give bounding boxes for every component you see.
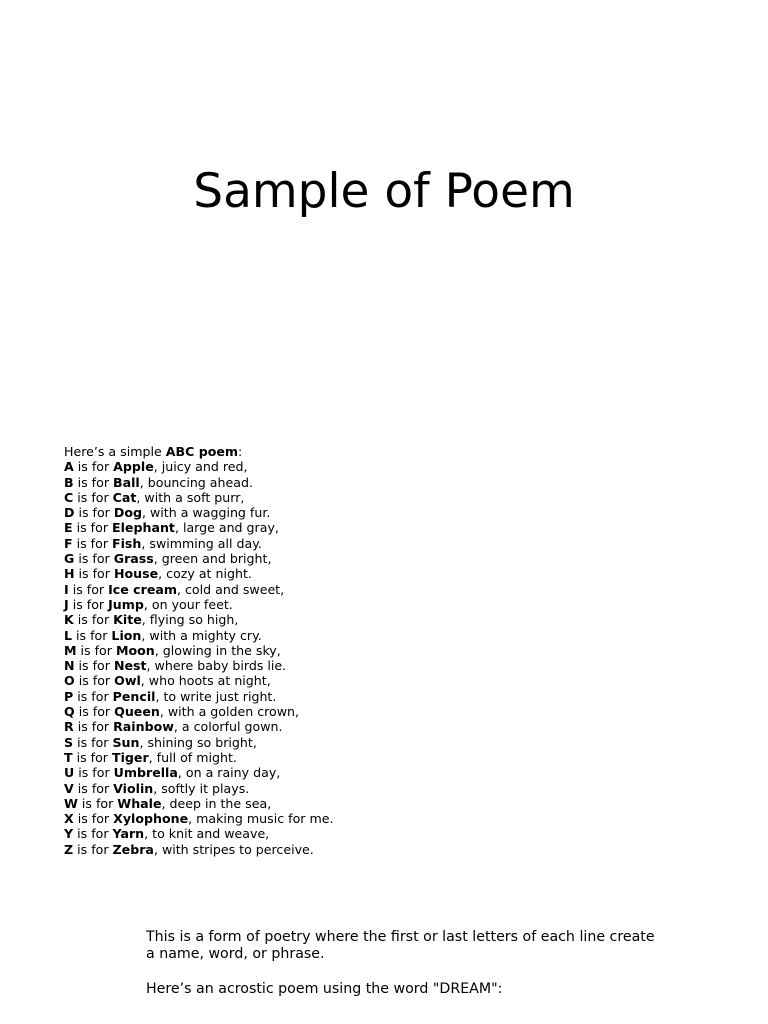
poem-line-is-for: is for bbox=[74, 704, 115, 720]
poem-line-is-for: is for bbox=[72, 627, 112, 643]
poem-line-word: Moon bbox=[115, 642, 155, 658]
poem-line-is-for: is for bbox=[73, 489, 113, 505]
poem-line-is-for: is for bbox=[72, 520, 112, 536]
poem-line-letter: F bbox=[64, 535, 73, 551]
poem-line-is-for: is for bbox=[68, 596, 109, 612]
poem-line-rest: , swimming all day. bbox=[141, 535, 262, 551]
poem-line-rest: , a colorful gown. bbox=[173, 719, 283, 735]
poem-line-is-for: is for bbox=[74, 658, 114, 674]
poem-line-word: Elephant bbox=[112, 520, 175, 536]
poem-line-is-for: is for bbox=[74, 566, 114, 582]
poem-line-letter: D bbox=[64, 505, 75, 521]
poem-line bbox=[64, 673, 333, 688]
poem-line bbox=[64, 612, 333, 627]
poem-line-word: Queen bbox=[114, 704, 160, 720]
poem-line-word: Umbrella bbox=[113, 765, 178, 781]
poem-line-is-for: is for bbox=[72, 535, 112, 551]
poem-intro-suffix: : bbox=[238, 444, 243, 459]
poem-line bbox=[64, 750, 333, 765]
poem-line-rest: , juicy and red, bbox=[153, 459, 248, 475]
poem-line bbox=[64, 781, 333, 796]
poem-line-letter: H bbox=[64, 566, 75, 582]
poem-line-is-for: is for bbox=[73, 719, 114, 735]
poem-line bbox=[64, 658, 333, 673]
poem-line-letter: K bbox=[64, 612, 74, 628]
poem-line-rest: , with a mighty cry. bbox=[141, 627, 262, 643]
poem-line-rest: , to write just right. bbox=[155, 688, 277, 704]
poem-line-rest: , on your feet. bbox=[143, 596, 233, 612]
poem-line bbox=[64, 719, 333, 734]
poem-line bbox=[64, 566, 333, 581]
poem-line-letter: U bbox=[64, 765, 75, 781]
poem-line-word: Grass bbox=[113, 551, 154, 567]
poem-line-letter: T bbox=[64, 749, 73, 765]
poem-line-letter: B bbox=[64, 474, 74, 490]
poem-line-rest: , cozy at night. bbox=[158, 566, 252, 582]
poem-line-is-for: is for bbox=[74, 505, 114, 521]
poem-line-is-for: is for bbox=[76, 642, 116, 658]
acrostic-intro: Here’s an acrostic poem using the word "DREAM": bbox=[146, 980, 503, 997]
poem-line-rest: , to knit and weave, bbox=[144, 826, 270, 842]
poem-line-letter: Z bbox=[64, 841, 74, 857]
poem-line-rest: , bouncing ahead. bbox=[139, 474, 253, 490]
poem-line-is-for: is for bbox=[73, 474, 113, 490]
poem-lines bbox=[64, 459, 333, 857]
acrostic-definition: This is a form of poetry where the first or last letters of each line create a name, word, or phrase. bbox=[146, 929, 655, 963]
poem-line bbox=[64, 490, 333, 505]
poem-line bbox=[64, 597, 333, 612]
poem-line-letter: A bbox=[64, 459, 74, 475]
poem-line bbox=[64, 551, 333, 566]
poem-line bbox=[64, 643, 333, 658]
poem-line-rest: , on a rainy day, bbox=[177, 765, 281, 781]
poem-line-word: Whale bbox=[117, 795, 162, 811]
poem-line-is-for: is for bbox=[73, 612, 114, 628]
poem-line-letter: R bbox=[64, 719, 74, 735]
poem-line-letter: W bbox=[64, 795, 78, 811]
poem-line bbox=[64, 826, 333, 841]
poem-line-letter: E bbox=[64, 520, 73, 536]
poem-line-rest: , large and gray, bbox=[174, 520, 279, 536]
poem-line-word: Xylophone bbox=[113, 811, 189, 827]
poem-line-word: House bbox=[113, 566, 159, 582]
poem-line-word: Violin bbox=[113, 780, 154, 796]
poem-line-is-for: is for bbox=[77, 795, 118, 811]
poem-line-word: Cat bbox=[112, 489, 137, 505]
page-title: Sample of Poem bbox=[193, 164, 575, 219]
poem-line bbox=[64, 459, 333, 474]
poem-line bbox=[64, 505, 333, 520]
poem-line-letter: N bbox=[64, 658, 75, 674]
poem-line-letter: Q bbox=[64, 704, 75, 720]
poem-line-letter: G bbox=[64, 551, 75, 567]
poem-line-is-for: is for bbox=[73, 734, 113, 750]
poem-line-rest: , with a golden crown, bbox=[159, 704, 300, 720]
poem-line-word: Apple bbox=[113, 459, 154, 475]
poem-line-word: Ball bbox=[113, 474, 140, 490]
poem-line-rest: , glowing in the sky, bbox=[154, 642, 281, 658]
poem-line-letter: V bbox=[64, 780, 74, 796]
poem-line-is-for: is for bbox=[74, 551, 114, 567]
poem-line bbox=[64, 765, 333, 780]
poem-line-rest: , green and bright, bbox=[153, 551, 272, 567]
poem-line-rest: , making music for me. bbox=[188, 811, 334, 827]
poem-line-letter: X bbox=[64, 811, 74, 827]
poem-line-word: Pencil bbox=[112, 688, 156, 704]
poem-line bbox=[64, 842, 333, 857]
poem-line-rest: , deep in the sea, bbox=[161, 795, 272, 811]
poem-line-word: Rainbow bbox=[113, 719, 174, 735]
poem-intro-prefix: Here’s a simple bbox=[64, 444, 166, 459]
poem-line-letter: S bbox=[64, 734, 74, 750]
poem-line-is-for: is for bbox=[73, 688, 113, 704]
poem-intro-bold: ABC poem bbox=[165, 444, 239, 459]
poem-line-word: Kite bbox=[113, 612, 142, 628]
poem-line bbox=[64, 735, 333, 750]
poem-line-word: Zebra bbox=[112, 841, 154, 857]
poem-line-rest: , flying so high, bbox=[141, 612, 239, 628]
abc-poem bbox=[64, 444, 333, 857]
poem-line-rest: , with a soft purr, bbox=[136, 489, 245, 505]
poem-line-rest: , who hoots at night, bbox=[140, 673, 271, 689]
poem-line-is-for: is for bbox=[74, 765, 114, 781]
poem-line-word: Jump bbox=[108, 596, 144, 612]
poem-line-word: Fish bbox=[112, 535, 142, 551]
poem-line-word: Ice cream bbox=[108, 581, 177, 597]
poem-line-letter: L bbox=[64, 627, 73, 643]
poem-line-letter: Y bbox=[64, 826, 74, 842]
poem-line-word: Nest bbox=[113, 658, 147, 674]
poem-line-rest: , full of might. bbox=[148, 749, 237, 765]
poem-line-is-for: is for bbox=[73, 841, 113, 857]
poem-line-word: Tiger bbox=[111, 749, 149, 765]
poem-line bbox=[64, 811, 333, 826]
poem-line bbox=[64, 475, 333, 490]
poem-line-rest: , with stripes to perceive. bbox=[153, 841, 314, 857]
poem-line bbox=[64, 689, 333, 704]
poem-line-word: Yarn bbox=[112, 826, 145, 842]
poem-line bbox=[64, 536, 333, 551]
poem-line-letter: C bbox=[64, 489, 74, 505]
poem-line-rest: , softly it plays. bbox=[153, 780, 250, 796]
poem-line-word: Lion bbox=[111, 627, 142, 643]
poem-line bbox=[64, 582, 333, 597]
poem-line-letter: P bbox=[64, 688, 74, 704]
poem-line-is-for: is for bbox=[73, 459, 114, 475]
poem-line-is-for: is for bbox=[72, 749, 112, 765]
poem-line-word: Owl bbox=[114, 673, 141, 689]
poem-line-is-for: is for bbox=[73, 826, 113, 842]
poem-line-letter: M bbox=[64, 642, 77, 658]
poem-line-letter: J bbox=[64, 596, 69, 612]
poem-line-is-for: is for bbox=[74, 673, 115, 689]
poem-line-rest: , with a wagging fur. bbox=[141, 505, 271, 521]
poem-line bbox=[64, 796, 333, 811]
poem-line-rest: , shining so bright, bbox=[139, 734, 257, 750]
poem-line-word: Sun bbox=[112, 734, 140, 750]
poem-line-word: Dog bbox=[113, 505, 142, 521]
poem-intro bbox=[64, 444, 333, 459]
poem-line-is-for: is for bbox=[73, 780, 114, 796]
poem-line-is-for: is for bbox=[68, 581, 109, 597]
poem-line-is-for: is for bbox=[73, 811, 114, 827]
poem-line-rest: , where baby birds lie. bbox=[146, 658, 287, 674]
acrostic-note bbox=[146, 929, 666, 998]
poem-line bbox=[64, 704, 333, 719]
poem-line bbox=[64, 628, 333, 643]
poem-line-letter: O bbox=[64, 673, 75, 689]
poem-line-letter: I bbox=[64, 581, 69, 597]
poem-line bbox=[64, 520, 333, 535]
poem-line-rest: , cold and sweet, bbox=[177, 581, 285, 597]
